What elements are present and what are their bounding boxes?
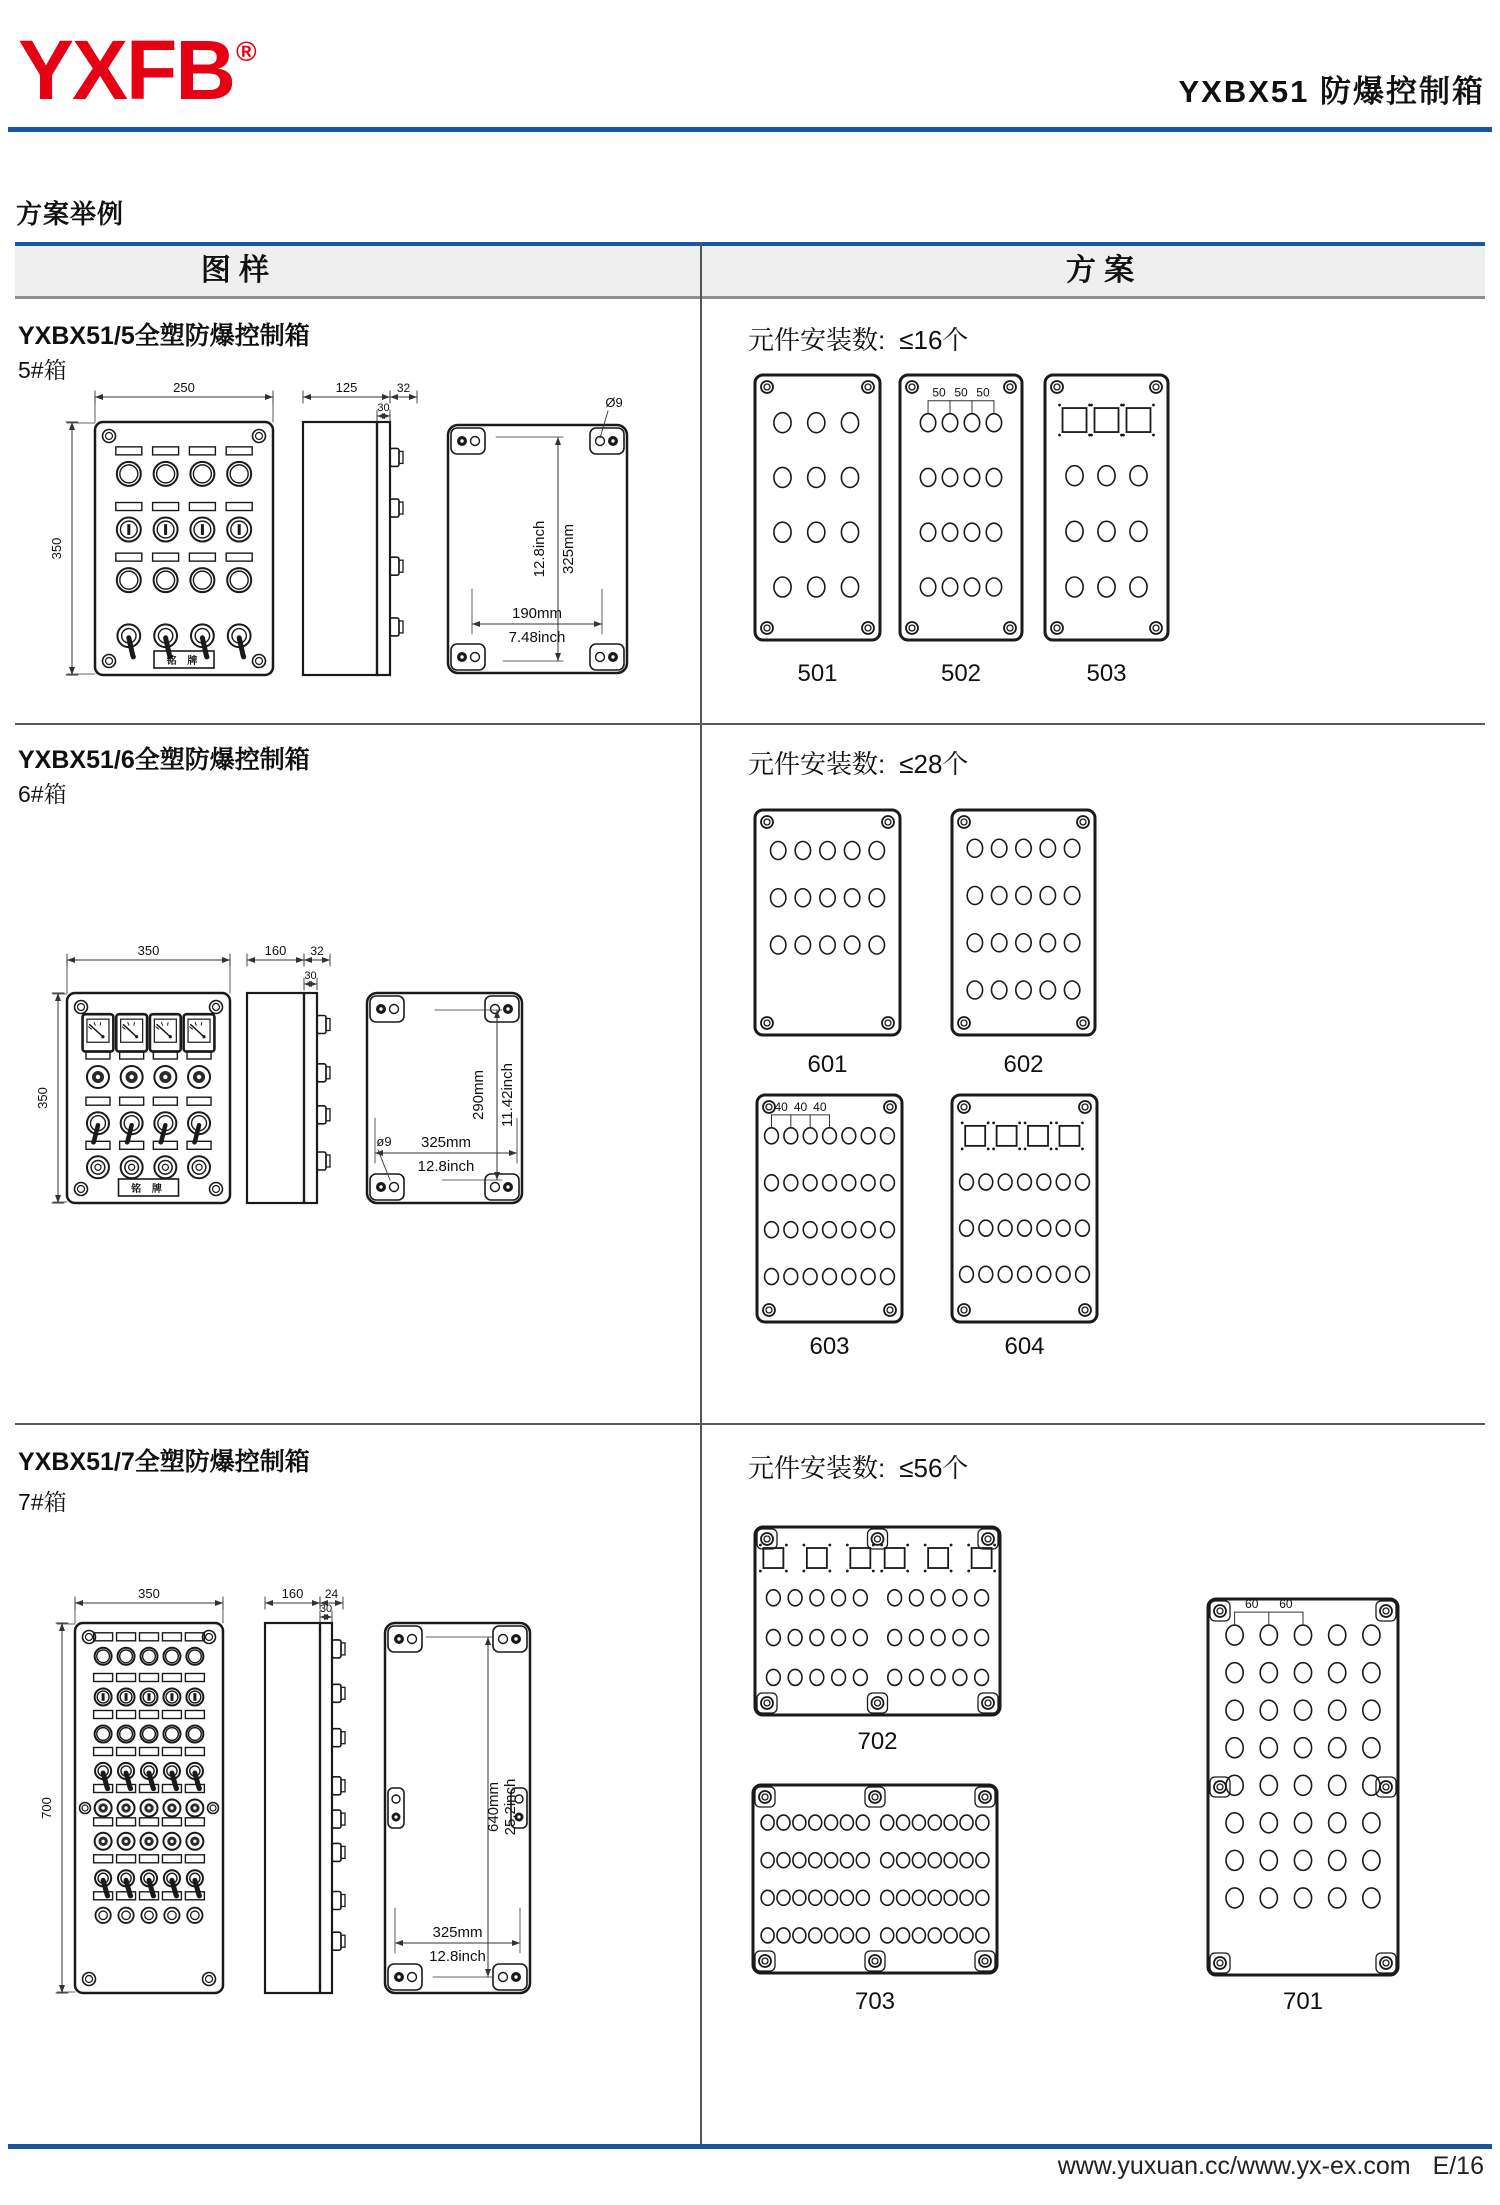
brand-logo-text: YXFB [18,23,235,117]
scheme-panel-503 [1045,375,1168,687]
scheme-panel-702 [755,1527,1000,1755]
svg-text:40: 40 [774,1099,788,1114]
svg-text:703: 703 [854,1988,896,2015]
svg-text:50: 50 [932,385,946,400]
svg-text:铭 牌: 铭 牌 [166,656,202,667]
scheme-panel-501 [755,375,880,687]
svg-text:290mm: 290mm [470,1069,487,1121]
scheme-panel-502 [900,375,1022,687]
svg-text:350: 350 [35,1087,50,1109]
capacity-label: 元件安装数: [748,325,886,355]
svg-text:ø9: ø9 [376,1134,392,1149]
svg-text:40: 40 [813,1099,827,1114]
svg-text:601: 601 [807,1051,848,1078]
svg-text:50: 50 [954,385,968,400]
capacity-value: ≤28个 [899,749,969,779]
svg-text:25.2inch: 25.2inch [502,1778,519,1836]
svg-text:250: 250 [173,380,195,395]
svg-text:160: 160 [264,943,287,958]
footer-page-number: E/16 [1432,2152,1484,2180]
svg-text:701: 701 [1282,1988,1324,2015]
column-header-scheme: 方 案 [1065,254,1135,287]
box-number-row1: 5#箱 [18,357,67,383]
svg-text:350: 350 [137,943,160,958]
page-title: YXBX51 防爆控制箱 [1178,74,1485,109]
capacity-value: ≤56个 [899,1453,969,1483]
svg-text:30: 30 [319,1603,333,1615]
svg-text:503: 503 [1086,660,1127,687]
mech-drawing [49,380,627,675]
scheme-panel-603 [757,1095,902,1360]
box-number-row3: 7#箱 [18,1489,67,1515]
svg-text:125: 125 [335,380,358,395]
svg-text:160: 160 [281,1586,304,1601]
svg-text:350: 350 [138,1586,160,1601]
svg-text:501: 501 [797,660,838,687]
capacity-value: ≤16个 [899,325,969,355]
svg-text:502: 502 [940,660,982,687]
footer [1058,2152,1484,2181]
svg-text:11.42inch: 11.42inch [499,1063,516,1127]
svg-text:700: 700 [39,1797,54,1819]
svg-text:7.48inch: 7.48inch [508,629,566,646]
svg-text:50: 50 [976,385,990,400]
mech-drawing [39,1586,530,1993]
table-header-border [15,296,1485,299]
product-model-row2: YXBX51/6全塑防爆控制箱 [18,746,310,774]
svg-text:325mm: 325mm [560,523,577,575]
box-number-row2: 6#箱 [18,781,67,807]
product-model-row1: YXBX51/5全塑防爆控制箱 [18,322,310,350]
svg-text:350: 350 [49,537,64,560]
scheme-panel-701 [1208,1597,1398,2015]
svg-text:12.8inch: 12.8inch [531,520,548,578]
svg-text:325mm: 325mm [420,1134,472,1151]
svg-text:190mm: 190mm [511,605,563,622]
table-header-row [15,246,1485,296]
svg-text:12.8inch: 12.8inch [417,1158,475,1175]
header-rule [8,127,1492,132]
capacity-label: 元件安装数: [748,749,886,779]
scheme-panel-602 [952,810,1095,1078]
svg-text:30: 30 [304,970,317,982]
svg-text:30: 30 [377,402,390,414]
svg-text:603: 603 [809,1333,850,1360]
svg-text:60: 60 [1279,1597,1293,1612]
svg-text:Ø9: Ø9 [605,395,623,410]
product-model-row3: YXBX51/7全塑防爆控制箱 [18,1448,310,1476]
row2-canvas [0,723,1500,1423]
svg-text:604: 604 [1004,1333,1045,1360]
row1-canvas [0,300,1500,723]
svg-text:325mm: 325mm [432,1924,483,1941]
svg-text:32: 32 [310,944,324,958]
brand-logo [18,23,255,117]
scheme-panel-601 [755,810,900,1078]
svg-text:24: 24 [324,1587,339,1601]
column-header-drawing: 图 样 [200,254,270,287]
mech-drawing [35,943,522,1203]
svg-text:602: 602 [1003,1051,1044,1078]
svg-text:40: 40 [793,1099,808,1114]
svg-text:640mm: 640mm [485,1781,502,1833]
svg-text:铭 牌: 铭 牌 [131,1184,166,1195]
row3-canvas [0,1423,1500,2144]
scheme-panel-604 [952,1095,1097,1360]
scheme-panel-703 [753,1785,997,2015]
section-title: 方案举例 [16,199,125,229]
svg-text:60: 60 [1245,1597,1259,1612]
footer-rule [8,2144,1492,2149]
svg-text:702: 702 [857,1728,898,1755]
capacity-label: 元件安装数: [748,1453,886,1483]
svg-text:12.8inch: 12.8inch [429,1948,486,1965]
footer-urls: www.yuxuan.cc/www.yx-ex.com [1057,2152,1411,2180]
svg-text:32: 32 [396,381,411,395]
registered-mark-icon: ® [236,36,255,67]
